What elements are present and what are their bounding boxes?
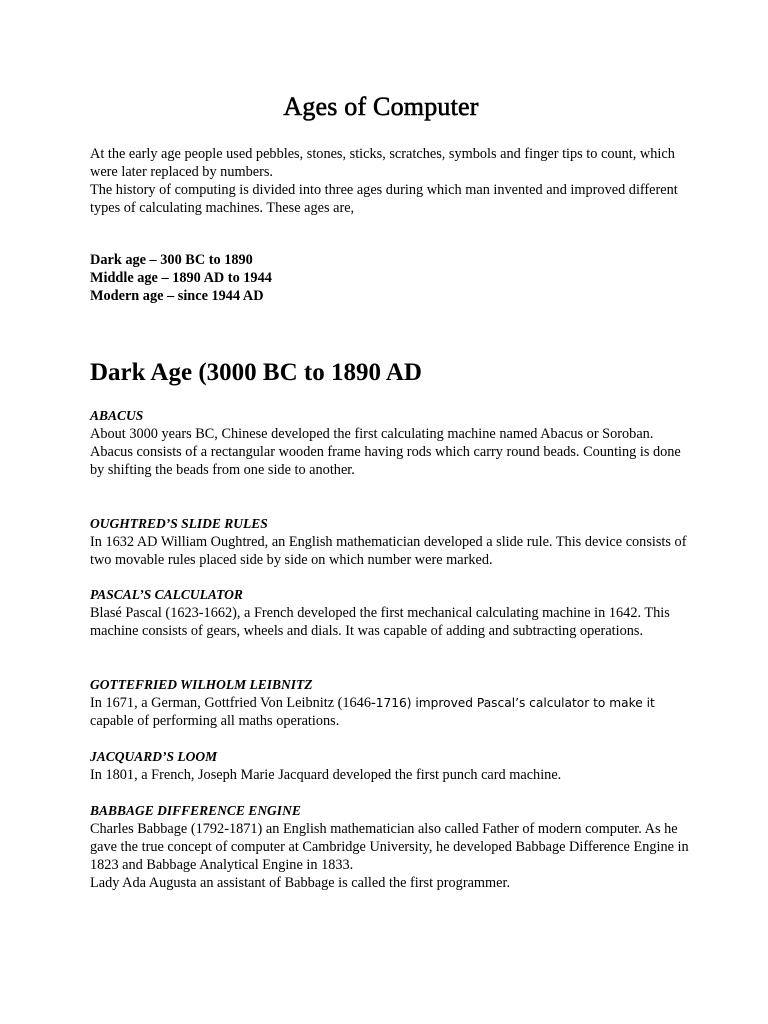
entry-text-run: capable of performing all maths operations. (90, 713, 340, 729)
entry-paragraph: Lady Ada Augusta an assistant of Babbage is called the first programmer. (90, 875, 511, 891)
entry-paragraph: About 3000 years BC, Chinese developed the first calculating machine named Abacus or Soroban. (90, 426, 654, 442)
entry-body-leibnitz (90, 694, 690, 730)
entry-title-slide-rules: OUGHTRED’S SLIDE RULES (90, 516, 268, 531)
entry-paragraph: Charles Babbage (1792-1871) an English mathematician also called Father of modern computer. As he gave the true concept of computer at Cambridge University, he developed Babbage Difference Engine in 1823 and Babbage Analytical Engine in 1833. (90, 821, 689, 873)
entry-title-leibnitz: GOTTEFRIED WILHOLM LEIBNITZ (90, 677, 313, 692)
entry-paragraph: In 1801, a French, Joseph Marie Jacquard developed the first punch card machine. (90, 767, 562, 783)
entry-body-pascal (90, 604, 690, 640)
entry-title-babbage: BABBAGE DIFFERENCE ENGINE (90, 803, 301, 818)
entry-body-slide-rules (90, 533, 690, 569)
entry-paragraph: Blasé Pascal (1623-1662), a French developed the first mechanical calculating machine in 1642. This machine consists of gears, wheels and dials. It was capable of adding and subtracting operations. (90, 605, 670, 639)
entry-body-abacus (90, 425, 690, 479)
ages-list-item-dark: Dark age – 300 BC to 1890 (90, 252, 253, 268)
entry-title-abacus: ABACUS (90, 408, 144, 423)
entry-paragraph: In 1632 AD William Oughtred, an English mathematician developed a slide rule. This device consists of two movable rules placed side by side on which number were marked. (90, 534, 687, 568)
intro-text (90, 145, 690, 217)
intro-paragraph-1: At the early age people used pebbles, stones, sticks, scratches, symbols and finger tips to count, which were later replaced by numbers. (90, 146, 675, 180)
entry-pascal (90, 586, 690, 640)
entry-title-pascal: PASCAL’S CALCULATOR (90, 587, 243, 602)
entry-body-jacquard (90, 766, 690, 784)
entry-slide-rules (90, 515, 690, 569)
entry-body-babbage (90, 820, 690, 892)
entry-jacquard (90, 748, 690, 784)
entry-title-jacquard: JACQUARD’S LOOM (90, 749, 218, 764)
entry-babbage (90, 802, 690, 892)
ages-list-item-middle: Middle age – 1890 AD to 1944 (90, 270, 272, 286)
entry-abacus (90, 407, 690, 479)
entry-paragraph: Abacus consists of a rectangular wooden frame having rods which carry round beads. Counting is done by shifting the beads from one side to another. (90, 444, 681, 478)
ages-list-item-modern: Modern age – since 1944 AD (90, 288, 264, 304)
section-heading-dark-age: Dark Age (3000 BC to 1890 AD (90, 359, 422, 386)
entry-leibnitz (90, 676, 690, 730)
ages-list (90, 251, 690, 305)
entry-text-run-alt-font: 1716) improved Pascal’s calculator to make it (375, 696, 655, 710)
entry-text-run: In 1671, a German, Gottfried Von Leibnitz (1646- (90, 695, 376, 711)
document-title: Ages of Computer (283, 92, 479, 121)
intro-paragraph-2: The history of computing is divided into three ages during which man invented and improved different types of calculating machines. These ages are, (90, 182, 678, 216)
